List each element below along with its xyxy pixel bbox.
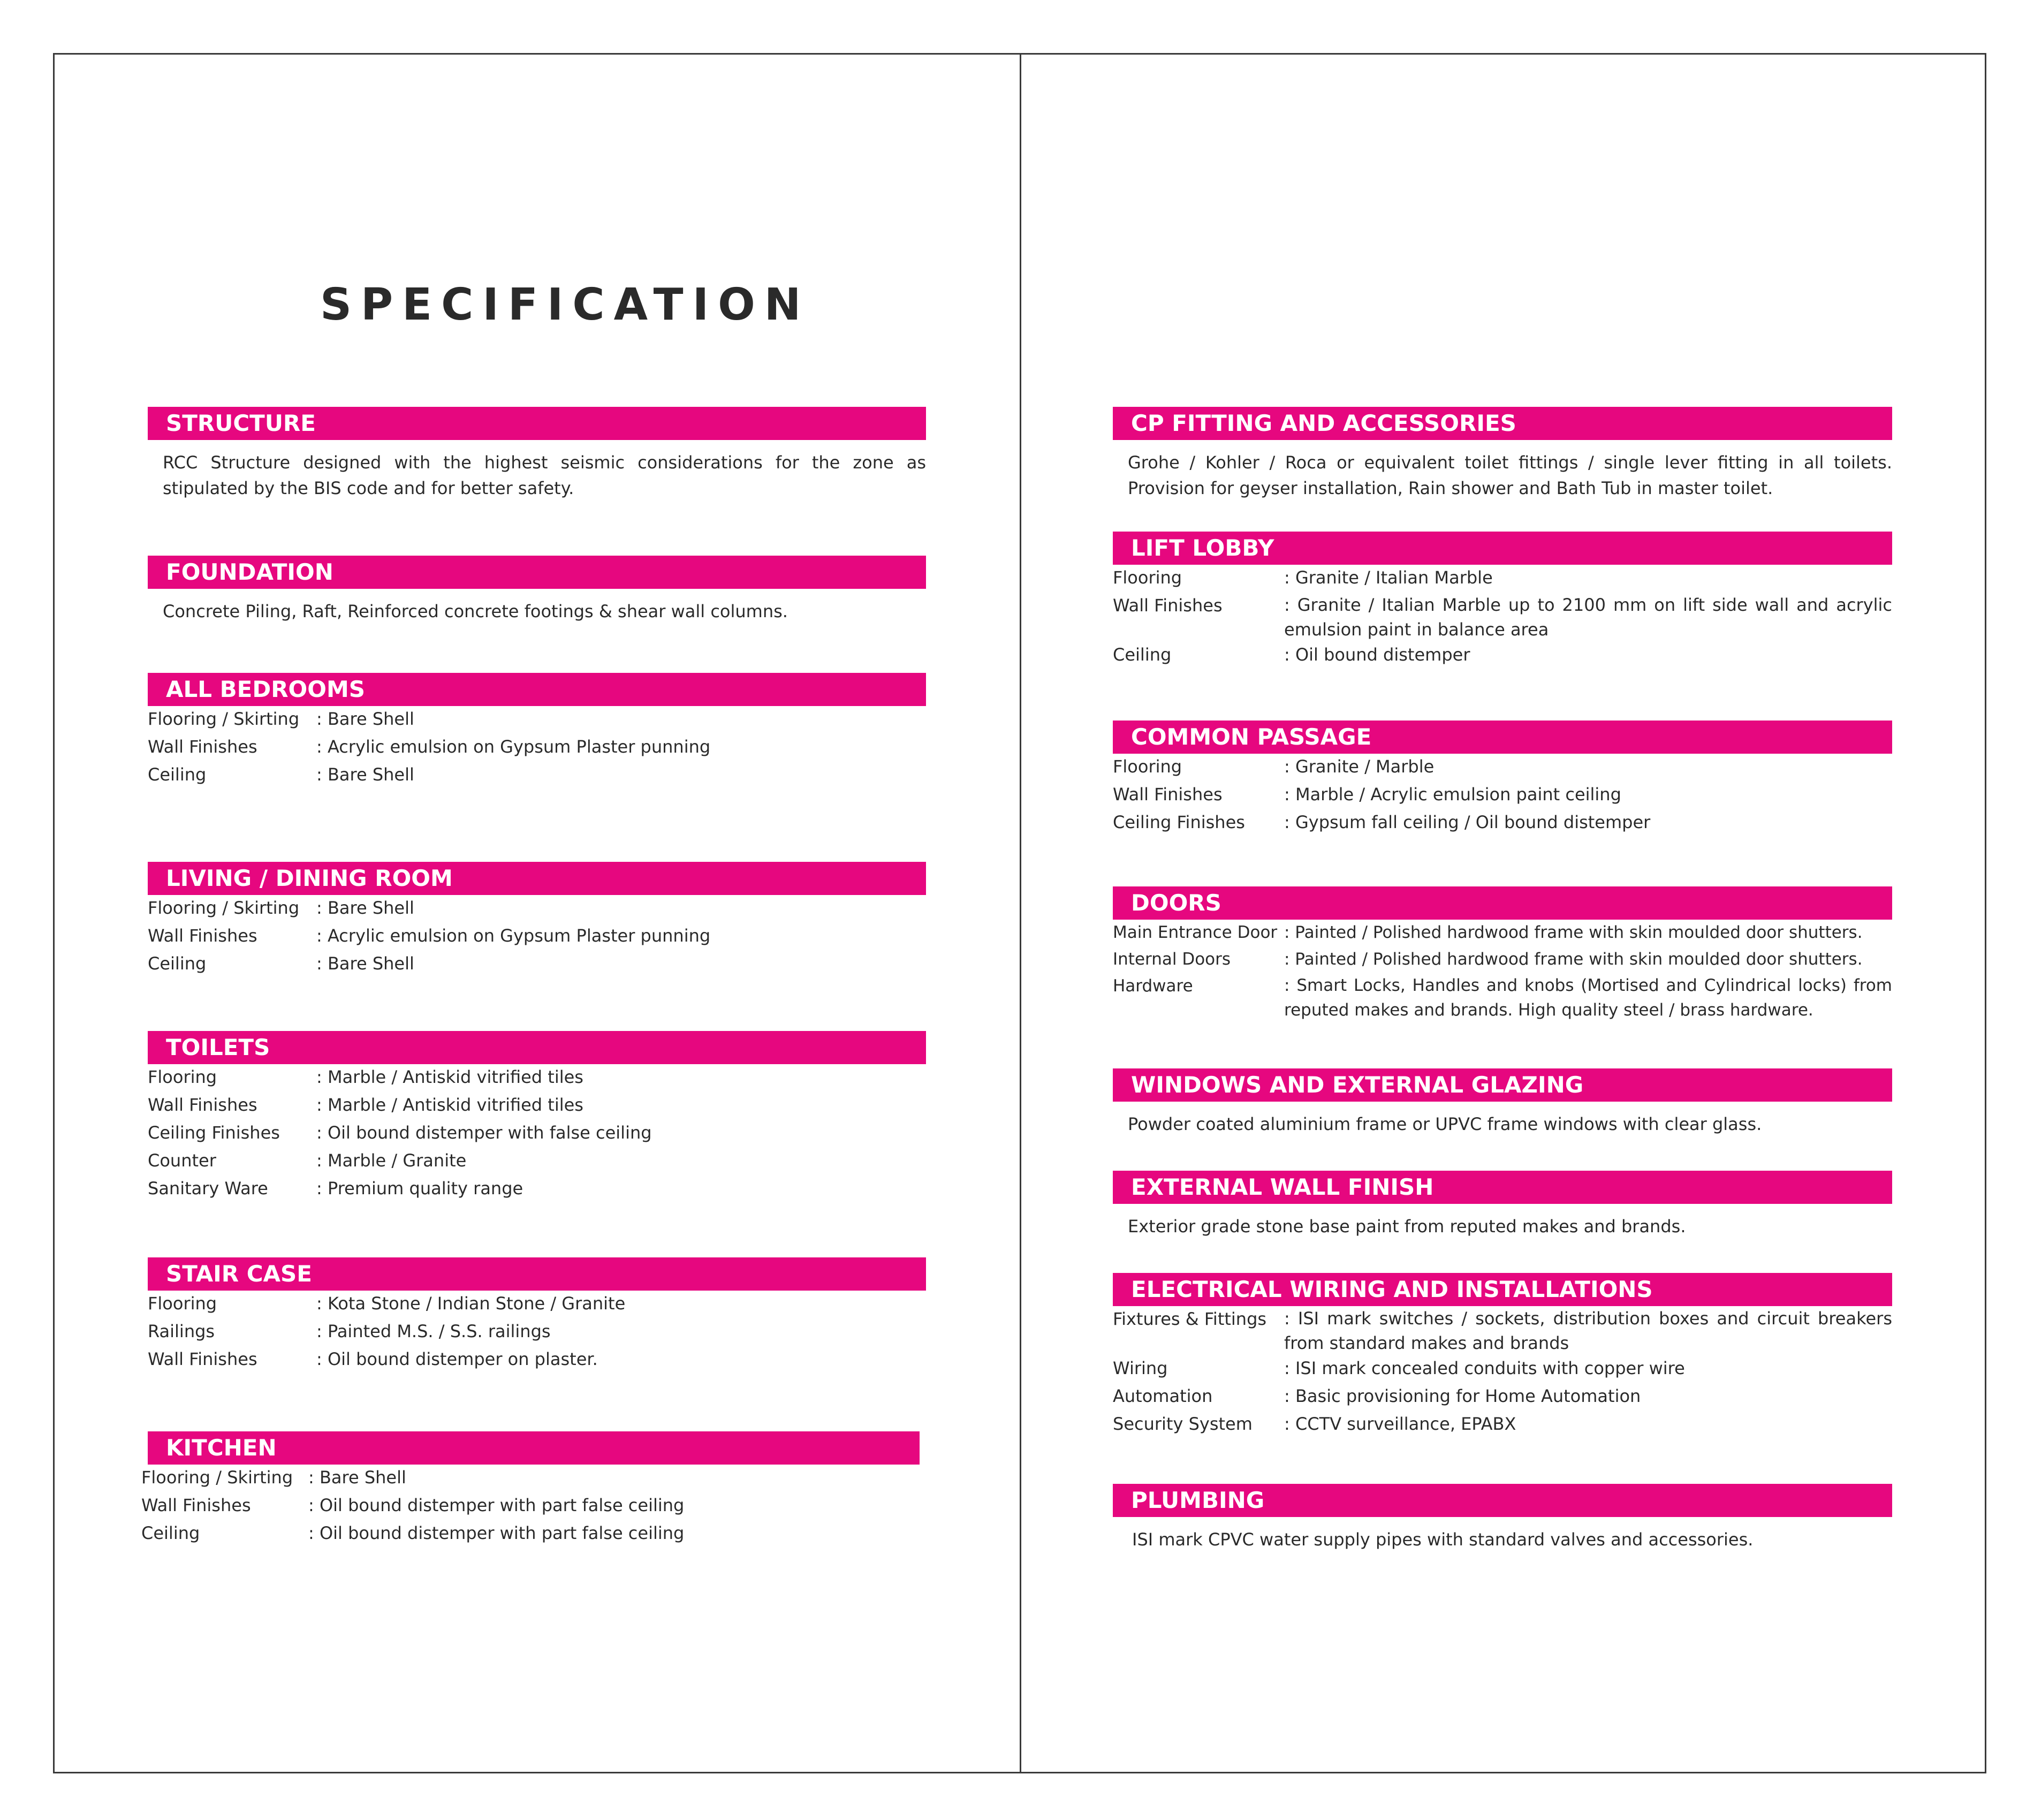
section-heading: CP FITTING AND ACCESSORIES xyxy=(1113,407,1892,440)
spec-row xyxy=(141,1520,920,1548)
spec-row xyxy=(141,1465,920,1492)
spec-value: : Kota Stone / Indian Stone / Granite xyxy=(316,1293,626,1314)
spec-label: Main Entrance Door xyxy=(1113,923,1278,942)
section-heading: LIFT LOBBY xyxy=(1113,532,1892,565)
spec-row xyxy=(148,1064,926,1092)
section-electrical-wiring-and-installations xyxy=(1113,1273,1892,1439)
spec-label: Flooring xyxy=(148,1293,217,1314)
spec-label: Hardware xyxy=(1113,976,1193,996)
spec-value: : CCTV surveillance, EPABX xyxy=(1284,1414,1516,1434)
spec-value: : Gypsum fall ceiling / Oil bound distemper xyxy=(1284,812,1651,832)
spec-row xyxy=(148,1346,926,1374)
spec-row xyxy=(1113,754,1892,782)
spec-value: : Premium quality range xyxy=(316,1178,523,1199)
section-paragraph: Powder coated aluminium frame or UPVC frame windows with clear glass. xyxy=(1128,1114,1762,1134)
section-all-bedrooms xyxy=(148,673,926,790)
section-heading: STAIR CASE xyxy=(148,1257,926,1291)
section-heading: LIVING / DINING ROOM xyxy=(148,862,926,895)
spec-row xyxy=(141,1492,920,1520)
section-living-dining-room xyxy=(148,862,926,979)
spec-label: Flooring xyxy=(1113,756,1182,777)
spec-row xyxy=(1113,593,1892,642)
spec-value: : Marble / Antiskid vitrified tiles xyxy=(316,1067,583,1087)
section-toilets xyxy=(148,1031,926,1203)
spec-value: : ISI mark switches / sockets, distribution boxes and circuit breakers from standard makes and brands xyxy=(1284,1308,1892,1353)
spec-value: : Oil bound distemper with part false ceiling xyxy=(308,1495,685,1515)
spec-row xyxy=(148,923,926,951)
spec-row xyxy=(148,1291,926,1318)
spec-row xyxy=(148,1318,926,1346)
spec-row xyxy=(148,734,926,762)
section-heading: PLUMBING xyxy=(1113,1484,1892,1517)
spec-row xyxy=(148,762,926,790)
spec-value: : Bare Shell xyxy=(316,764,414,785)
spec-label: Flooring / Skirting xyxy=(148,898,300,918)
section-doors xyxy=(1113,886,1892,1022)
spec-value: : Basic provisioning for Home Automation xyxy=(1284,1386,1641,1406)
section-heading: ALL BEDROOMS xyxy=(148,673,926,706)
section-common-passage xyxy=(1113,721,1892,837)
spec-value: : Granite / Italian Marble xyxy=(1284,567,1493,588)
spec-label: Ceiling xyxy=(141,1523,200,1543)
page-spine-divider xyxy=(1020,53,1021,1773)
spec-value: : Oil bound distemper xyxy=(1284,644,1470,665)
section-kitchen xyxy=(141,1431,920,1548)
spec-value: : ISI mark concealed conduits with copper wire xyxy=(1284,1358,1685,1378)
spec-value: : Bare Shell xyxy=(308,1467,406,1488)
section-heading: WINDOWS AND EXTERNAL GLAZING xyxy=(1113,1068,1892,1102)
spec-value: : Painted / Polished hardwood frame with skin moulded door shutters. xyxy=(1284,923,1863,942)
spec-label: Internal Doors xyxy=(1113,950,1231,969)
spec-value: : Bare Shell xyxy=(316,898,414,918)
spec-row xyxy=(148,1148,926,1176)
section-paragraph: Concrete Piling, Raft, Reinforced concrete footings & shear wall columns. xyxy=(163,601,788,621)
spec-label: Wiring xyxy=(1113,1358,1168,1378)
spec-label: Wall Finishes xyxy=(1113,595,1223,616)
section-heading: KITCHEN xyxy=(148,1431,920,1465)
section-heading: EXTERNAL WALL FINISH xyxy=(1113,1171,1892,1204)
spec-label: Security System xyxy=(1113,1414,1253,1434)
section-heading: STRUCTURE xyxy=(148,407,926,440)
spec-row xyxy=(1113,782,1892,809)
spec-value: : Acrylic emulsion on Gypsum Plaster punning xyxy=(316,926,711,946)
spec-label: Ceiling xyxy=(148,953,207,974)
spec-row xyxy=(148,1176,926,1203)
spec-value: : Marble / Antiskid vitrified tiles xyxy=(316,1095,583,1115)
section-paragraph: Grohe / Kohler / Roca or equivalent toilet fittings / single lever fitting in all toilets. Provision for geyser installation, Rain shower and Bath Tub in master toilet. xyxy=(1128,452,1892,498)
spec-row xyxy=(1113,1383,1892,1411)
spec-label: Railings xyxy=(148,1321,215,1341)
spec-label: Sanitary Ware xyxy=(148,1178,268,1199)
section-heading: FOUNDATION xyxy=(148,556,926,589)
spec-value: : Oil bound distemper with part false ceiling xyxy=(308,1523,685,1543)
spec-label: Flooring / Skirting xyxy=(148,709,300,729)
page-title: SPECIFICATION xyxy=(320,279,810,330)
section-paragraph: RCC Structure designed with the highest seismic considerations for the zone as stipulated by the BIS code and for better safety. xyxy=(163,452,926,498)
spec-value: : Oil bound distemper on plaster. xyxy=(316,1349,598,1369)
spec-value: : Marble / Granite xyxy=(316,1150,467,1171)
spec-label: Ceiling Finishes xyxy=(148,1123,280,1143)
spec-row xyxy=(148,895,926,923)
spec-label: Wall Finishes xyxy=(148,737,257,757)
spec-row xyxy=(1113,1306,1892,1355)
spec-label: Fixtures & Fittings xyxy=(1113,1309,1267,1329)
section-plumbing xyxy=(1113,1484,1892,1552)
spec-label: Flooring / Skirting xyxy=(141,1467,293,1488)
section-structure xyxy=(148,407,926,501)
spec-label: Automation xyxy=(1113,1386,1213,1406)
spec-value: : Painted M.S. / S.S. railings xyxy=(316,1321,551,1341)
spec-row xyxy=(1113,973,1892,1022)
spec-row xyxy=(1113,565,1892,593)
spec-value: : Granite / Marble xyxy=(1284,756,1435,777)
section-heading: TOILETS xyxy=(148,1031,926,1064)
spec-row xyxy=(1113,920,1892,946)
section-windows-and-external-glazing xyxy=(1113,1068,1892,1137)
spec-row xyxy=(148,951,926,979)
spec-value: : Bare Shell xyxy=(316,709,414,729)
spec-value: : Smart Locks, Handles and knobs (Mortised and Cylindrical locks) from reputed makes and brands. High quality steel / brass hardware. xyxy=(1284,976,1892,1020)
spec-label: Wall Finishes xyxy=(148,1349,257,1369)
spec-value: : Painted / Polished hardwood frame with skin moulded door shutters. xyxy=(1284,950,1863,969)
section-heading: DOORS xyxy=(1113,886,1892,920)
section-paragraph: ISI mark CPVC water supply pipes with standard valves and accessories. xyxy=(1132,1529,1754,1550)
section-cp-fitting-and-accessories xyxy=(1113,407,1892,501)
spec-label: Flooring xyxy=(148,1067,217,1087)
section-paragraph: Exterior grade stone base paint from reputed makes and brands. xyxy=(1128,1216,1686,1237)
spec-row xyxy=(1113,809,1892,837)
spec-label: Wall Finishes xyxy=(141,1495,251,1515)
spec-row xyxy=(1113,1411,1892,1439)
spec-row xyxy=(148,706,926,734)
spec-label: Wall Finishes xyxy=(148,1095,257,1115)
spec-label: Wall Finishes xyxy=(1113,784,1223,805)
spec-value: : Granite / Italian Marble up to 2100 mm on lift side wall and acrylic emulsion paint in balance area xyxy=(1284,595,1892,640)
section-external-wall-finish xyxy=(1113,1171,1892,1239)
spec-label: Ceiling Finishes xyxy=(1113,812,1245,832)
section-heading: COMMON PASSAGE xyxy=(1113,721,1892,754)
section-foundation xyxy=(148,556,926,624)
spec-value: : Marble / Acrylic emulsion paint ceiling xyxy=(1284,784,1621,805)
spec-value: : Acrylic emulsion on Gypsum Plaster punning xyxy=(316,737,711,757)
spec-value: : Bare Shell xyxy=(316,953,414,974)
spec-row xyxy=(1113,1355,1892,1383)
section-stair-case xyxy=(148,1257,926,1374)
spec-row xyxy=(1113,946,1892,973)
spec-label: Ceiling xyxy=(148,764,207,785)
spec-label: Flooring xyxy=(1113,567,1182,588)
section-heading: ELECTRICAL WIRING AND INSTALLATIONS xyxy=(1113,1273,1892,1306)
section-lift-lobby xyxy=(1113,532,1892,670)
spec-row xyxy=(148,1092,926,1120)
spec-label: Ceiling xyxy=(1113,644,1172,665)
spec-value: : Oil bound distemper with false ceiling xyxy=(316,1123,652,1143)
spec-label: Counter xyxy=(148,1150,216,1171)
spec-row xyxy=(1113,642,1892,670)
spec-label: Wall Finishes xyxy=(148,926,257,946)
spec-row xyxy=(148,1120,926,1148)
